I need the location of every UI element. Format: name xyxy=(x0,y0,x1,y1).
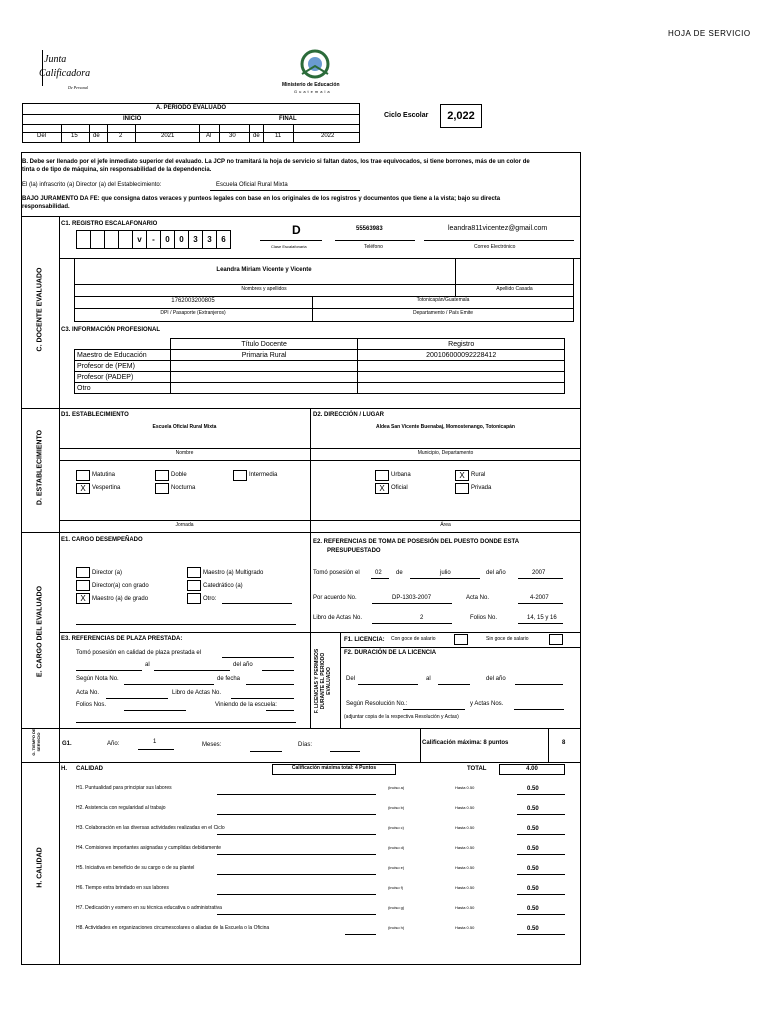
calidad-item-line xyxy=(217,814,376,815)
acta-value: 4-2007 xyxy=(530,595,549,601)
e2-label-1: E2. REFERENCIAS DE TOMA DE POSESIÓN DEL PUESTO DONDE ESTA xyxy=(313,539,520,545)
f2-al-label: al xyxy=(426,676,431,682)
d1-name-label: Nombre xyxy=(175,450,194,456)
urbana-label: Urbana xyxy=(391,472,411,478)
clase-value: D xyxy=(292,223,301,237)
al-label: Al xyxy=(206,133,212,139)
multigrado-label: Maestro (a) Multigrado xyxy=(203,570,264,576)
profesional-row xyxy=(75,372,565,383)
con-goce-checkbox[interactable] xyxy=(454,634,468,645)
profesional-row xyxy=(75,361,565,372)
registro-char-box[interactable]: 3 xyxy=(202,230,217,249)
e3-acta-label: Acta No. xyxy=(76,690,100,696)
maestro-grado-checkbox[interactable]: X xyxy=(76,593,90,604)
nombre-label: Nombres y apellidos xyxy=(241,286,287,292)
jornada-label: Jornada xyxy=(175,522,194,528)
calidad-item-inciso: (inciso b) xyxy=(388,805,405,810)
ministry-line2: Guatemala xyxy=(294,89,332,94)
director-label: Director (a) xyxy=(92,570,123,576)
calidad-item-line xyxy=(517,934,565,935)
calidad-item-inciso: (inciso a) xyxy=(388,785,405,790)
f-side-line1: F. LICENCIAS Y PERMISOS xyxy=(314,648,320,714)
f2-label: F2. DURACIÓN DE LA LICENCIA xyxy=(344,650,437,656)
calidad-item-text: H3. Colaboración en las diversas actividades realizadas en el Ciclo xyxy=(76,825,225,831)
depto-label: Departamento / País Emite xyxy=(412,310,474,316)
logo-line1: Junta xyxy=(44,54,67,65)
juramento-1: BAJO JURAMENTO DA FE: que consigna datos veraces y punteos legales con base en los originales de los registros y documentos que tiene a la vista; bajo su directa xyxy=(22,196,501,202)
calidad-item-hasta: Hasta 0.50 xyxy=(455,905,475,910)
calidad-item-line xyxy=(517,794,565,795)
ciclo-value: 2,022 xyxy=(447,110,475,122)
calidad-item-value: 0.50 xyxy=(527,926,539,932)
doble-checkbox[interactable] xyxy=(155,470,169,481)
profesional-row xyxy=(75,350,565,361)
section-b-text1: B. Debe ser llenado por el jefe inmediato superior del evaluado. La JCP no tramitará la hoja de servicio si faltan datos, los trae equivocados, si tiene borrones, más de un color de xyxy=(22,159,530,165)
f-side-box xyxy=(310,632,340,728)
f1-label: F1. LICENCIA: xyxy=(344,637,385,643)
profesional-registro xyxy=(358,383,565,394)
registro-char-box[interactable]: 0 xyxy=(160,230,175,249)
inicio-label: INICIO xyxy=(123,116,142,122)
privada-label: Privada xyxy=(471,485,492,491)
registro-char-box[interactable]: v xyxy=(132,230,147,249)
e3-label: E3. REFERENCIAS DE PLAZA PRESTADA: xyxy=(61,636,183,642)
rural-label: Rural xyxy=(471,472,486,478)
area-label: Área xyxy=(440,522,451,528)
calidad-item-inciso: (inciso c) xyxy=(388,825,405,830)
total-value: 4.00 xyxy=(526,766,538,772)
section-g-side xyxy=(31,720,41,764)
section-a xyxy=(22,103,360,143)
acta-label: Acta No. xyxy=(466,595,490,601)
section-h-side: H. CALIDAD xyxy=(36,847,44,888)
calidad-item-hasta: Hasta 0.50 xyxy=(455,865,475,870)
doc-title: HOJA DE SERVICIO xyxy=(668,29,751,38)
calidad-item-inciso: (inciso h) xyxy=(388,925,405,930)
end-year: 2022 xyxy=(321,133,335,139)
e3-fecha-label: de fecha xyxy=(217,676,241,682)
dpi-value: 1762003200805 xyxy=(171,298,215,304)
calidad-item-line xyxy=(517,814,565,815)
calidad-item-line xyxy=(517,894,565,895)
otro-label: Otro: xyxy=(203,596,217,602)
acuerdo-value: DP-1303-2007 xyxy=(392,595,432,601)
infrascrito-value: Escuela Oficial Rural Mixta xyxy=(216,182,288,188)
section-g-side-line1: G. TIEMPO DE xyxy=(31,728,36,756)
f2-del-anio-label: del año xyxy=(486,676,506,682)
intermedia-label: Intermedia xyxy=(249,472,278,478)
registro-char-box[interactable]: 6 xyxy=(216,230,231,249)
calidad-item-line xyxy=(517,874,565,875)
d2-value: Aldea San Vicente Buenabaj, Momostenango, Totonicapán xyxy=(375,424,515,430)
toma-month: julio xyxy=(440,570,451,576)
juramento-2: responsabilidad. xyxy=(22,204,70,210)
calidad-item-value: 0.50 xyxy=(527,906,539,912)
rural-checkbox[interactable]: X xyxy=(455,470,469,481)
calidad-item-text: H6. Tiempo extra brindado en sus labores xyxy=(76,885,169,891)
calidad-item-hasta: Hasta 0.50 xyxy=(455,845,475,850)
calidad-item-line xyxy=(217,894,376,895)
registro-char-box[interactable]: 3 xyxy=(188,230,203,249)
calidad-item-line xyxy=(517,854,565,855)
d2-label: D2. DIRECCIÓN / LUGAR xyxy=(313,412,385,418)
infrascrito-label: El (la) infrascrito (a) Director (a) del Establecimiento: xyxy=(22,182,162,188)
acuerdo-label: Por acuerdo No. xyxy=(313,595,357,601)
e3-al-label: al xyxy=(145,662,150,668)
section-e-side: E. CARGO DEL EVALUADO xyxy=(36,585,44,678)
intermedia-checkbox[interactable] xyxy=(233,470,247,481)
ciclo-label: Ciclo Escolar xyxy=(384,112,429,119)
toma-de-label: de xyxy=(396,570,403,576)
calidad-item-text: H1. Puntualidad para principiar sus labores xyxy=(76,785,172,791)
calidad-item-text: H5. Iniciativa en beneficio de su cargo o de su plantel xyxy=(76,865,195,871)
telefono-value: 55563983 xyxy=(356,226,383,232)
e3-folios-label: Folios Nos. xyxy=(76,702,107,708)
e1-label: E1. CARGO DESEMPEÑADO xyxy=(61,537,143,543)
junta-logo xyxy=(36,46,96,98)
c1-label: C1. REGISTRO ESCALAFONARIO xyxy=(61,221,158,227)
director-checkbox[interactable] xyxy=(76,567,90,578)
ciclo-box xyxy=(440,104,482,128)
e3-viniendo-label: Viniendo de la escuela: xyxy=(215,702,277,708)
final-label: FINAL xyxy=(279,116,297,122)
f2-adjuntar: (adjuntar copia de la respectiva Resolución y Actas) xyxy=(344,714,459,720)
d1-label: D1. ESTABLECIMIENTO xyxy=(61,412,129,418)
calidad-item-value: 0.50 xyxy=(527,846,539,852)
calidad-item-line xyxy=(345,934,376,935)
libro-value: 2 xyxy=(420,615,424,621)
registro-char-box[interactable] xyxy=(90,230,105,249)
section-a-title: A. PERIODO EVALUADO xyxy=(155,105,227,111)
calidad-item-hasta: Hasta 0.50 xyxy=(455,885,475,890)
profesional-titulo xyxy=(170,372,358,383)
calidad-item-line xyxy=(217,794,376,795)
logo-line2: Calificadora xyxy=(39,68,91,79)
meses-label: Meses: xyxy=(202,742,222,748)
profesional-label: Profesor de (PEM) xyxy=(75,361,171,372)
logo-line3: De Personal xyxy=(68,85,89,90)
libro-label: Libro de Actas No. xyxy=(313,615,363,621)
calidad-item-inciso: (inciso d) xyxy=(388,845,405,850)
h-max: Calificación máxima total: 4 Puntos xyxy=(291,765,377,771)
profesional-label: Maestro de Educación xyxy=(75,350,171,361)
nombre-value: Leandra Miriam Vicente y Vicente xyxy=(216,267,312,273)
f2-actas-label: y Actas Nos. xyxy=(470,701,504,707)
profesional-registro xyxy=(358,372,565,383)
otro-checkbox[interactable] xyxy=(187,593,201,604)
profesional-titulo: Primaria Rural xyxy=(170,350,358,361)
de-label-2: de xyxy=(253,133,260,139)
calidad-item-hasta: Hasta 0.50 xyxy=(455,785,475,790)
director-grado-label: Director(a) con grado xyxy=(92,583,149,589)
f-side-line3: EVALUADO xyxy=(326,667,332,695)
clase-label: Clase Escalafonaria xyxy=(271,244,307,249)
profesional-registro xyxy=(358,361,565,372)
registro-header: Registro xyxy=(358,339,565,350)
catedratico-checkbox[interactable] xyxy=(187,580,201,591)
section-c-side: C. DOCENTE EVALUADO xyxy=(36,267,44,352)
profesional-titulo xyxy=(170,383,358,394)
e3-nota-label: Según Nota No. xyxy=(76,676,119,682)
registro-char-box[interactable] xyxy=(118,230,133,249)
de-label-1: de xyxy=(93,133,100,139)
d2-municipio-label: Municipio, Departamento xyxy=(417,450,474,456)
h-max-box xyxy=(272,764,396,775)
director-grado-checkbox[interactable] xyxy=(76,580,90,591)
calidad-item-inciso: (inciso f) xyxy=(388,885,404,890)
con-goce-label: Con goce de salario xyxy=(391,636,436,642)
del-label: Del xyxy=(37,133,47,139)
toma-del-anio-label: del año xyxy=(486,570,506,576)
nocturna-checkbox[interactable] xyxy=(155,483,169,494)
catedratico-label: Catedrático (a) xyxy=(203,583,243,589)
section-g-side-line2: SERVICIO xyxy=(36,732,41,752)
start-month: 2 xyxy=(119,133,123,139)
calidad-item-line xyxy=(517,834,565,835)
maestro-grado-label: Maestro (a) de grado xyxy=(92,596,149,602)
calidad-item-inciso: (inciso e) xyxy=(388,865,405,870)
f-side xyxy=(314,636,332,726)
start-day: 15 xyxy=(71,133,78,139)
vespertina-checkbox[interactable]: X xyxy=(76,483,90,494)
calidad-item-text: H8. Actividades en organizaciones circumescolares o aliadas de la Escuela o la Oficina xyxy=(76,925,270,931)
registro-boxes xyxy=(77,230,231,249)
calidad-item-text: H2. Asistencia con regularidad al trabajo xyxy=(76,805,166,811)
vespertina-label: Vespertina xyxy=(92,485,121,491)
correo-label: Correo Electrónico xyxy=(474,244,516,250)
multigrado-checkbox[interactable] xyxy=(187,567,201,578)
calidad-item-text: H4. Comisiones importantes asignadas y cumplidas debidamente xyxy=(76,845,222,851)
sin-goce-checkbox[interactable] xyxy=(549,634,563,645)
calidad-item-inciso: (inciso g) xyxy=(388,905,405,910)
doble-label: Doble xyxy=(171,472,187,478)
f2-del-label: Del xyxy=(346,676,356,682)
toma-year: 2007 xyxy=(532,570,546,576)
g1-label: G1. xyxy=(62,741,72,747)
profesional-label: Profesor (PADEP) xyxy=(75,372,171,383)
d1-value: Escuela Oficial Rural Mixta xyxy=(152,424,217,430)
calidad-item-value: 0.50 xyxy=(527,786,539,792)
profesional-label: Otro xyxy=(75,383,171,394)
section-d-side: D. ESTABLECIMIENTO xyxy=(36,429,44,506)
calidad-item-value: 0.50 xyxy=(527,866,539,872)
ministry-logo xyxy=(280,44,350,98)
folios-value: 14, 15 y 16 xyxy=(527,615,557,621)
h-label: H. xyxy=(61,766,67,772)
titulo-header: Título Docente xyxy=(170,339,358,350)
urbana-checkbox[interactable] xyxy=(375,470,389,481)
calidad-item-line xyxy=(217,834,376,835)
registro-char-box[interactable]: 0 xyxy=(174,230,189,249)
calidad-item-value: 0.50 xyxy=(527,826,539,832)
calidad-item-line xyxy=(217,914,376,915)
telefono-label: Teléfono xyxy=(364,244,383,250)
calidad-item-value: 0.50 xyxy=(527,806,539,812)
oficial-label: Oficial xyxy=(391,485,408,491)
correo-value: leandra811vicentez@gmail.com xyxy=(448,225,548,232)
calif-label: Calificación máxima: 8 puntos xyxy=(422,740,509,746)
sin-goce-label: Sin goce de salario xyxy=(486,636,529,642)
total-label: TOTAL xyxy=(467,766,487,772)
e2-label-2: PRESUPUESTADO xyxy=(327,548,381,554)
apellido-casada-label: Apellido Casada xyxy=(496,286,533,292)
calidad-item-value: 0.50 xyxy=(527,886,539,892)
h-title: CALIDAD xyxy=(76,766,103,772)
anio-value: 1 xyxy=(153,739,157,745)
anio-label: Año: xyxy=(107,741,120,747)
toma-label: Tomó posesión el xyxy=(313,570,360,576)
dias-label: Días: xyxy=(298,742,313,748)
f2-resol-label: Según Resolución No.: xyxy=(346,701,408,707)
end-day: 30 xyxy=(229,133,236,139)
total-box xyxy=(499,764,565,775)
calidad-item-text: H7. Dedicación y esmero en su técnica educativa o administrativa xyxy=(76,905,222,911)
calidad-item-line xyxy=(217,874,376,875)
e3-libro-label: Libro de Actas No. xyxy=(172,690,222,696)
calidad-item-hasta: Hasta 0.50 xyxy=(455,805,475,810)
e3-del-anio-label: del año xyxy=(233,662,253,668)
registro-char-box[interactable] xyxy=(76,230,91,249)
start-year: 2021 xyxy=(161,133,175,139)
calif-value: 8 xyxy=(562,740,566,746)
profesional-row xyxy=(75,383,565,394)
ministry-line1: Ministerio de Educación xyxy=(282,82,340,88)
profesional-titulo xyxy=(170,361,358,372)
e3-line1: Tomó posesión en calidad de plaza prestada el xyxy=(76,650,202,656)
privada-checkbox[interactable] xyxy=(455,483,469,494)
calidad-item-line xyxy=(217,854,376,855)
oficial-checkbox[interactable]: X xyxy=(375,483,389,494)
end-month: 11 xyxy=(275,133,282,139)
matutina-label: Matutina xyxy=(92,472,116,478)
toma-day: 02 xyxy=(375,570,382,576)
registro-char-box[interactable]: - xyxy=(146,230,161,249)
calidad-item-hasta: Hasta 0.50 xyxy=(455,825,475,830)
dpi-label: DPI / Pasaporte (Extranjeros) xyxy=(160,310,226,316)
registro-char-box[interactable] xyxy=(104,230,119,249)
calidad-item-line xyxy=(517,914,565,915)
matutina-checkbox[interactable] xyxy=(76,470,90,481)
profesional-registro: 200106000092228412 xyxy=(358,350,565,361)
calidad-item-hasta: Hasta 0.50 xyxy=(455,925,475,930)
profesional-table xyxy=(74,338,565,394)
section-b-text2: tinta o de tipo de máquina, sin responsabilidad de la dependencia. xyxy=(22,167,212,173)
c3-label: C3. INFORMACIÓN PROFESIONAL xyxy=(61,327,161,333)
coat-of-arms-icon xyxy=(280,44,350,84)
depto-value: Totonicapán/Guatemala xyxy=(416,297,470,303)
folios-label: Folios No. xyxy=(470,615,498,621)
f-side-line2: DURANTE EL PERIODO xyxy=(320,652,326,710)
nocturna-label: Nocturna xyxy=(171,485,196,491)
